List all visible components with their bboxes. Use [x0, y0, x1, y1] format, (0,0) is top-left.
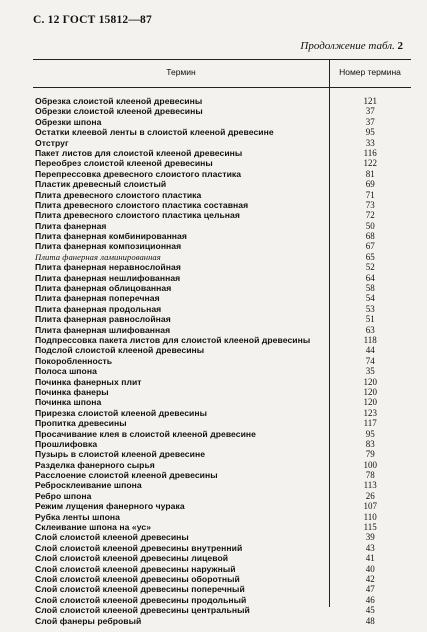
table-row	[33, 397, 411, 407]
table-row	[33, 449, 411, 459]
term-cell: Плита фанерная ламинированная	[35, 251, 161, 262]
term-number-cell: 72	[365, 210, 375, 221]
term-number-cell: 117	[363, 418, 377, 429]
term-cell: Плита древесного слоистого пластика составная	[35, 199, 249, 210]
term-number-cell: 123	[363, 407, 377, 418]
term-cell: Отструг	[35, 137, 69, 148]
table-row	[33, 429, 411, 439]
table-row	[33, 387, 411, 397]
table-row	[33, 304, 411, 314]
term-cell: Плита фанерная нешлифованная	[35, 272, 181, 283]
table-header-border	[33, 87, 411, 88]
term-number-cell: 122	[363, 158, 377, 169]
term-cell: Слой слоистой клееной древесины центральный	[35, 605, 250, 616]
table-row	[33, 127, 411, 137]
term-number-cell: 26	[365, 490, 375, 501]
term-cell: Обрезка слоистой клееной древесины	[35, 96, 203, 106]
term-cell: Пластик древесный слоистый	[35, 179, 167, 190]
term-number-cell: 48	[365, 615, 375, 626]
term-cell: Просачивание клея в слоистой клееной древесине	[35, 428, 257, 439]
term-number-cell: 53	[365, 303, 375, 314]
table-row	[33, 408, 411, 418]
term-cell: Расслоение слоистой клееной древесины	[35, 470, 218, 481]
term-cell: Слой слоистой клееной древесины оборотный	[35, 573, 240, 584]
term-number-cell: 107	[363, 501, 377, 512]
term-cell: Прирезка слоистой клееной древесины	[35, 407, 208, 418]
table-row	[33, 532, 411, 542]
table-row	[33, 117, 411, 127]
term-number-cell: 40	[365, 563, 375, 574]
term-cell: Подслой слоистой клееной древесины	[35, 345, 205, 356]
term-number-cell: 71	[365, 189, 375, 200]
term-number-cell: 113	[363, 480, 377, 491]
term-number-cell: 39	[365, 532, 375, 543]
term-number-cell: 120	[363, 376, 377, 387]
term-number-cell: 33	[365, 137, 375, 148]
term-cell: Слой слоистой клееной древесины лицевой	[35, 553, 229, 564]
table-row	[33, 377, 411, 387]
term-cell: Плита фанерная композиционная	[35, 241, 182, 252]
term-cell: Слой слоистой клееной древесины	[35, 532, 189, 543]
table-row	[33, 366, 411, 376]
table-row	[33, 293, 411, 303]
table-row	[33, 439, 411, 449]
term-cell: Обрезки шпона	[35, 116, 102, 127]
terms-table	[33, 59, 411, 626]
term-number-cell: 43	[365, 542, 375, 553]
term-number-cell: 121	[363, 96, 377, 106]
table-row	[33, 169, 411, 179]
term-number-cell: 35	[365, 366, 375, 377]
table-row	[33, 574, 411, 584]
table-row	[33, 564, 411, 574]
term-cell: Переобрез слоистой клееной древесины	[35, 158, 213, 169]
term-number-cell: 120	[363, 397, 377, 408]
continuation-text: Продолжение табл.	[300, 40, 395, 52]
term-number-cell: 63	[365, 324, 375, 335]
term-cell: Починка шпона	[35, 397, 102, 408]
table-row	[33, 314, 411, 324]
table-row	[33, 522, 411, 532]
term-cell: Плита фанерная поперечная	[35, 293, 160, 304]
term-cell: Плита древесного слоистого пластика цельная	[35, 210, 240, 221]
term-cell: Прошлифовка	[35, 438, 98, 449]
term-cell: Плита фанерная комбинированная	[35, 231, 187, 242]
term-number-cell: 47	[365, 584, 375, 595]
term-cell: Ребросклеивание шпона	[35, 480, 142, 491]
table-row	[33, 480, 411, 490]
continuation-label	[300, 40, 403, 52]
table-row	[33, 584, 411, 594]
term-number-cell: 45	[365, 605, 375, 616]
page-header: С. 12 ГОСТ 15812—87	[33, 14, 152, 26]
table-top-border	[33, 59, 411, 60]
table-row	[33, 148, 411, 158]
term-cell: Починка фанеры	[35, 386, 109, 397]
term-cell: Подпрессовка пакета листов для слоистой клееной древесины	[35, 334, 311, 345]
table-row	[33, 190, 411, 200]
term-number-cell: 116	[363, 147, 377, 158]
table-row	[33, 138, 411, 148]
table-row	[33, 241, 411, 251]
table-row	[33, 179, 411, 189]
table-row	[33, 595, 411, 605]
table-row	[33, 605, 411, 615]
table-row	[33, 335, 411, 345]
term-number-cell: 78	[365, 470, 375, 481]
table-row	[33, 553, 411, 563]
table-row	[33, 543, 411, 553]
table-row	[33, 501, 411, 511]
term-number-cell: 81	[365, 168, 375, 179]
term-cell: Пропитка древесины	[35, 418, 127, 429]
term-cell: Слой слоистой клееной древесины продольный	[35, 594, 247, 605]
column-header-number: Номер термина	[339, 67, 401, 77]
term-cell: Плита фанерная облицованная	[35, 283, 172, 294]
term-number-cell: 58	[365, 283, 375, 294]
term-cell: Плита фанерная неравнослойная	[35, 262, 181, 273]
term-cell: Полоса шпона	[35, 366, 97, 377]
table-row	[33, 325, 411, 335]
term-number-cell: 110	[363, 511, 377, 522]
term-number-cell: 37	[365, 106, 375, 117]
table-row	[33, 273, 411, 283]
term-cell: Плита фанерная равнослойная	[35, 314, 171, 325]
table-row	[33, 221, 411, 231]
term-number-cell: 41	[365, 553, 375, 564]
term-cell: Склеивание шпона на «ус»	[35, 522, 152, 533]
term-number-cell: 100	[363, 459, 377, 470]
table-row	[33, 231, 411, 241]
term-cell: Режим лущения фанерного чурака	[35, 501, 185, 512]
table-row	[33, 158, 411, 168]
table-body	[33, 96, 411, 626]
term-number-cell: 64	[365, 272, 375, 283]
term-number-cell: 74	[365, 355, 375, 366]
term-number-cell: 54	[365, 293, 375, 304]
term-number-cell: 69	[365, 179, 375, 190]
table-row	[33, 283, 411, 293]
term-cell: Остатки клеевой ленты в слоистой клееной древесине	[35, 127, 274, 138]
term-number-cell: 83	[365, 438, 375, 449]
term-cell: Плита фанерная продольная	[35, 303, 162, 314]
term-cell: Перепрессовка древесного слоистого пластика	[35, 168, 242, 179]
table-row	[33, 262, 411, 272]
term-number-cell: 42	[365, 573, 375, 584]
term-number-cell: 118	[363, 334, 377, 345]
term-number-cell: 52	[365, 262, 375, 273]
table-row	[33, 106, 411, 116]
table-row	[33, 460, 411, 470]
term-number-cell: 73	[365, 199, 375, 210]
table-row	[33, 418, 411, 428]
term-cell: Разделка фанерного сырья	[35, 459, 155, 470]
term-number-cell: 50	[365, 220, 375, 231]
term-number-cell: 67	[365, 241, 375, 252]
table-row	[33, 96, 411, 106]
term-number-cell: 44	[365, 345, 375, 356]
term-cell: Плита фанерная	[35, 220, 107, 231]
term-cell: Ребро шпона	[35, 490, 92, 501]
term-number-cell: 37	[365, 116, 375, 127]
term-number-cell: 120	[363, 386, 377, 397]
table-row	[33, 491, 411, 501]
term-number-cell: 68	[365, 231, 375, 242]
term-cell: Рубка ленты шпона	[35, 511, 120, 522]
term-cell: Слой слоистой клееной древесины наружный	[35, 563, 236, 574]
column-header-term: Термин	[166, 67, 196, 77]
term-cell: Плита фанерная шлифованная	[35, 324, 171, 335]
table-row	[33, 512, 411, 522]
table-number: 2	[397, 40, 403, 52]
term-cell: Слой слоистой клееной древесины поперечный	[35, 584, 245, 595]
table-row	[33, 356, 411, 366]
term-cell: Слой слоистой клееной древесины внутренний	[35, 542, 243, 553]
term-number-cell: 46	[365, 594, 375, 605]
table-row	[33, 210, 411, 220]
table-row	[33, 200, 411, 210]
table-row	[33, 252, 411, 262]
term-cell: Пузырь в слоистой клееной древесине	[35, 449, 206, 460]
term-cell: Слой фанеры ребровый	[35, 615, 142, 626]
term-number-cell: 95	[365, 428, 375, 439]
term-cell: Покоробленность	[35, 355, 113, 366]
term-number-cell: 79	[365, 449, 375, 460]
table-row	[33, 345, 411, 355]
term-cell: Обрезки слоистой клееной древесины	[35, 106, 203, 117]
term-number-cell: 51	[365, 314, 375, 325]
term-number-cell: 115	[363, 522, 377, 533]
term-number-cell: 65	[365, 251, 375, 262]
term-cell: Плита древесного слоистого пластика	[35, 189, 202, 200]
table-row	[33, 616, 411, 626]
term-number-cell: 95	[365, 127, 375, 138]
table-row	[33, 470, 411, 480]
term-cell: Починка фанерных плит	[35, 376, 142, 387]
term-cell: Пакет листов для слоистой клееной древесины	[35, 147, 243, 158]
